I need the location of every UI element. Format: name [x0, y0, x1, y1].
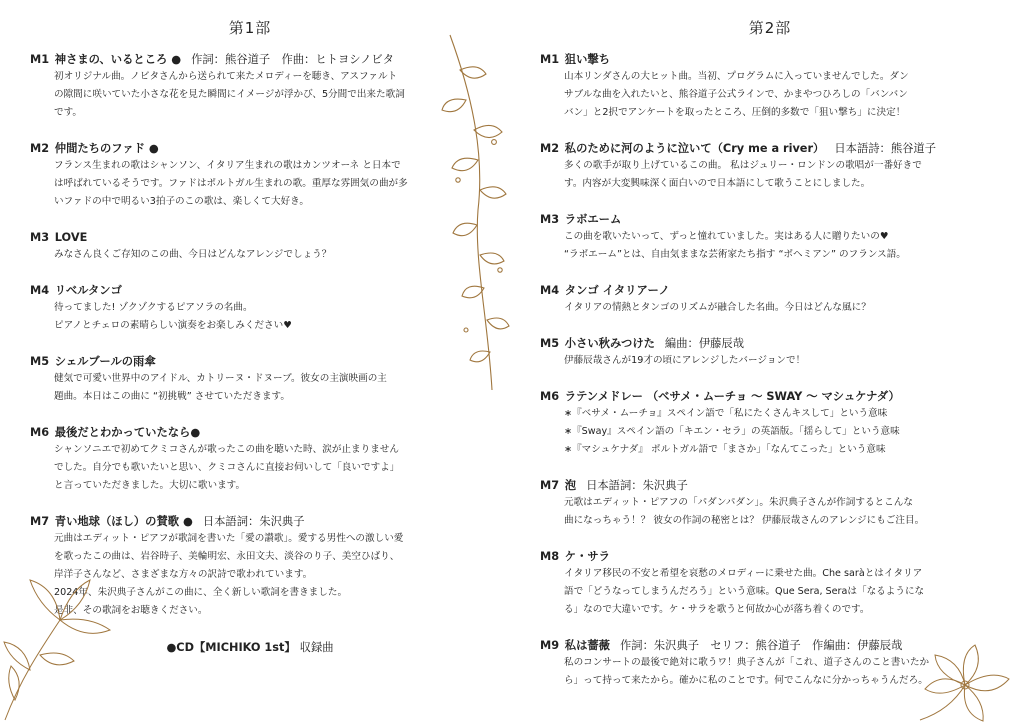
item-number: M2 [30, 142, 50, 155]
description-line: を歌ったこの曲は、岩谷時子、美輪明宏、永田文夫、淡谷のり子、美空ひばり、 [54, 551, 400, 562]
song-name: 神さまの、いるところ ● [54, 53, 182, 66]
item-number: M7 [30, 515, 50, 528]
part2-list [540, 52, 1000, 690]
description-line: 是非、その歌詞をお聴きください。 [54, 605, 208, 616]
description-line: みなさん良くご存知のこの曲、今日はどんなアレンジでしょう？ [54, 249, 332, 260]
description-line: る」なので大違いです。ケ・サラを歌うと何故か心が落ち着くのです。 [564, 604, 870, 615]
description-line: ∗『マシュケナダ』 ポルトガル語で「まさか」「なんてこった」という意味 [564, 444, 886, 455]
item-description [30, 530, 470, 620]
item-title [540, 52, 1000, 68]
description-line: 伊藤辰哉さんが19才の頃にアレンジしたバージョンで！ [564, 355, 806, 366]
description-line: 待ってました! ゾクゾクするピアソラの名曲。 [54, 302, 253, 313]
description-line: の隙間に咲いていた小さな花を見た瞬間にイメージが浮かび、5分間で出来た歌詞 [54, 89, 405, 100]
item-number: M5 [30, 355, 50, 368]
item-number: M9 [540, 639, 560, 652]
item-number: M3 [540, 213, 560, 226]
item-description [30, 68, 470, 122]
program-item [30, 354, 470, 406]
item-title [30, 230, 470, 246]
description-line: 岸洋子さんなど、さまざまな方々の訳詩で歌われています。 [54, 569, 313, 580]
program-item [540, 549, 1000, 619]
description-line: と言っていただきました。大切に歌います。 [54, 480, 246, 491]
program-item [30, 230, 470, 264]
song-name: 泡 [564, 479, 577, 492]
description-line: 2024年、朱沢典子さんがこの曲に、全く新しい歌詞を書きました。 [54, 587, 348, 598]
item-description [540, 68, 1000, 122]
description-line: 山本リンダさんの大ヒット曲。当初、プログラムに入っていませんでした。ダン [564, 71, 909, 82]
description-line: 私のコンサートの最後で絶対に歌うワ！典子さんが「これ、道子さんのこと書いたか [564, 657, 930, 668]
description-line: は呼ばれているそうです。ファドはポルトガル生まれの歌。重厚な雰囲気の曲が多 [54, 178, 408, 189]
program-item [540, 141, 1000, 193]
program-item [30, 425, 470, 495]
program-item [540, 52, 1000, 122]
part2-column [540, 0, 1000, 709]
song-name: リベルタンゴ [54, 284, 122, 297]
song-name: シェルブールの雨傘 [54, 355, 156, 368]
description-line: イタリアの情熱とタンゴのリズムが融合した名曲。今日はどんな風に？ [564, 302, 871, 313]
item-description [540, 157, 1000, 193]
song-name: 私のために河のように泣いて（Cry me a river） [564, 142, 825, 155]
item-title [30, 354, 470, 370]
item-number: M8 [540, 550, 560, 563]
program-item [30, 141, 470, 211]
song-name: LOVE [54, 231, 88, 244]
song-name: ラボエーム [564, 213, 622, 226]
program-item [30, 283, 470, 335]
description-line: ∗『Sway』スペイン語の「キエン・セラ」の英語版。「揺らして」という意味 [564, 426, 900, 437]
description-line: シャンソニエで初めてクミコさんが歌ったこの曲を聴いた時、涙が止まりません [54, 444, 399, 455]
item-description [540, 299, 1000, 317]
program-item [540, 336, 1000, 370]
item-number: M1 [30, 53, 50, 66]
item-description [540, 565, 1000, 619]
item-title [30, 425, 470, 441]
song-credit: 日本語詩：熊谷道子 [834, 142, 937, 155]
item-number: M1 [540, 53, 560, 66]
description-line: 元歌はエディット・ピアフの「パダンパダン」。朱沢典子さんが作詞するとこんな [564, 497, 913, 508]
program-item [30, 514, 470, 620]
item-description [540, 405, 1000, 459]
item-description [30, 370, 470, 406]
item-title [540, 638, 1000, 654]
item-description [540, 352, 1000, 370]
part2-title: 第2部 [748, 19, 792, 37]
cd-note [30, 639, 470, 655]
item-description [30, 299, 470, 335]
song-credit: 作詞：熊谷道子 作曲：ヒトヨシノビタ [191, 53, 394, 66]
program-item [540, 478, 1000, 530]
item-title [30, 514, 470, 530]
description-line: サブルな曲を入れたいと、熊谷道子公式ラインで、かまやつひろしの「バンバン [564, 89, 908, 100]
song-name: 青い地球（ほし）の賛歌 ● [54, 515, 193, 528]
program-item [540, 389, 1000, 459]
song-name: 私は薔薇 [564, 639, 610, 652]
description-line: 題曲。本日はこの曲に “初挑戦” させていただきます。 [54, 391, 290, 402]
description-line: 曲になっちゃう！？ 彼女の作詞の秘密とは？ 伊藤辰哉さんのアレンジにもご注目。 [564, 515, 925, 526]
part1-list [30, 52, 470, 620]
description-line: でした。自分でも歌いたいと思い、クミコさんに直接お伺いして「良いですよ」 [54, 462, 400, 473]
item-description [540, 654, 1000, 690]
program-item [30, 52, 470, 122]
description-line: ∗『ベサメ・ムーチョ』スペイン語で「私にたくさんキスして」という意味 [564, 408, 888, 419]
song-credit: 日本語詞：朱沢典子 [202, 515, 305, 528]
description-line: 元曲はエディット・ピアフが歌詞を書いた「愛の讃歌」。愛する男性への激しい愛 [54, 533, 404, 544]
program-item [540, 638, 1000, 690]
item-title [540, 283, 1000, 299]
description-line: “ラボエーム”とは、自由気ままな芸術家たち指す “ボヘミアン” のフランス語。 [564, 249, 906, 260]
song-name: ラテンメドレー （ベサメ・ムーチョ 〜 SWAY 〜 マシュケナダ） [564, 390, 900, 403]
cd-note-tail: 収録曲 [299, 641, 334, 654]
item-title [540, 336, 1000, 352]
program-item [540, 283, 1000, 317]
description-line: ら」って持って来たから。確かに私のことです。何でこんなに分かっちゃうんだろ。 [564, 675, 928, 686]
song-name: 仲間たちのファド ● [54, 142, 159, 155]
item-title [540, 212, 1000, 228]
item-description [540, 494, 1000, 530]
song-name: タンゴ イタリアーノ [564, 284, 670, 297]
description-line: この曲を歌いたいって、ずっと憧れていました。実はある人に贈りたいの♥ [564, 231, 889, 242]
item-title [30, 52, 470, 68]
description-line: です。 [54, 107, 83, 118]
song-credit: 作詞：朱沢典子 セリフ：熊谷道子 作編曲：伊藤辰哉 [619, 639, 903, 652]
item-title [540, 389, 1000, 405]
song-credit: 編曲：伊藤辰哉 [664, 337, 745, 350]
description-line: バン」と2択でアンケートを取ったところ、圧倒的多数で「狙い撃ち」に決定！ [564, 107, 906, 118]
cd-note-label: ●CD【MICHIKO 1st】 [166, 641, 296, 654]
item-description [30, 441, 470, 495]
item-title [540, 141, 1000, 157]
description-line: イタリア移民の不安と希望を哀愁のメロディーに乗せた曲。Che saràとはイタリア [564, 568, 923, 579]
song-name: 最後だとわかっていたなら● [54, 426, 201, 439]
song-name: 狙い撃ち [564, 53, 610, 66]
description-line: 語で「どうなってしまうんだろう」という意味。Que Sera, Seraは「なるようにな [564, 586, 925, 597]
part1-title: 第1部 [228, 19, 272, 37]
description-line: す。内容が大変興味深く面白いので日本語にして歌うことにしました。 [564, 178, 871, 189]
item-number: M5 [540, 337, 560, 350]
song-credit: 日本語詞：朱沢典子 [586, 479, 688, 492]
part1-column [30, 0, 470, 655]
item-title [540, 478, 1000, 494]
item-description [30, 157, 470, 211]
item-description [540, 228, 1000, 264]
item-number: M6 [30, 426, 50, 439]
description-line: フランス生まれの歌はシャンソン、イタリア生まれの歌はカンツオーネ と日本で [54, 160, 401, 171]
item-number: M7 [540, 479, 560, 492]
description-line: ピアノとチェロの素晴らしい演奏をお楽しみください♥ [54, 320, 292, 331]
item-title [30, 141, 470, 157]
item-title [540, 549, 1000, 565]
item-title [30, 283, 470, 299]
song-name: ケ・サラ [564, 550, 610, 563]
description-line: いファドの中で明るい3拍子のこの歌は、楽しくて大好き。 [54, 196, 309, 207]
item-number: M6 [540, 390, 560, 403]
item-number: M4 [30, 284, 50, 297]
description-line: 多くの歌手が取り上げているこの曲。 私はジュリー・ロンドンの歌唱が一番好きで [564, 160, 922, 171]
program-item [540, 212, 1000, 264]
item-description [30, 246, 470, 264]
description-line: 健気で可愛い世界中のアイドル、カトリーヌ・ドヌーブ。彼女の主演映画の主 [54, 373, 387, 384]
item-number: M3 [30, 231, 50, 244]
description-line: 初オリジナル曲。ノビタさんから送られて来たメロディーを聴き、アスファルト [54, 71, 398, 82]
item-number: M4 [540, 284, 560, 297]
item-number: M2 [540, 142, 560, 155]
song-name: 小さい秋みつけた [564, 337, 655, 350]
